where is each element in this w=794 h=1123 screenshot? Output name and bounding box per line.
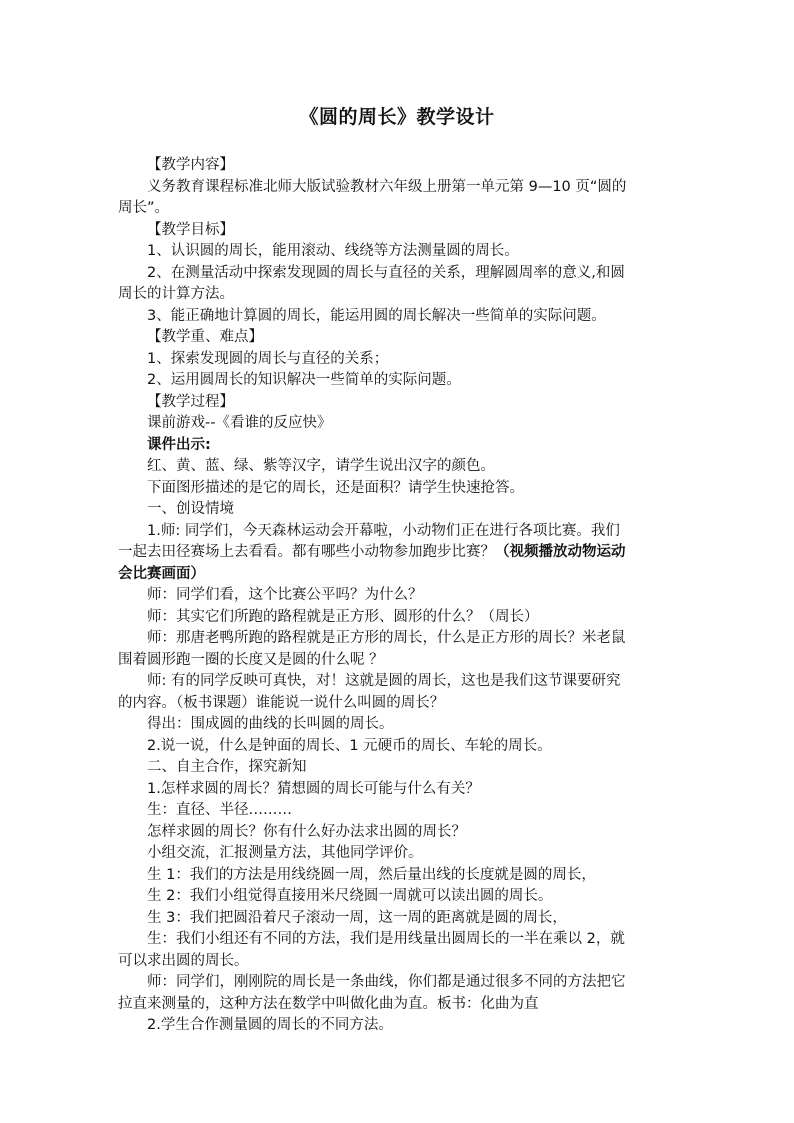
paragraph-line: 周长的计算方法。 [118,286,234,302]
paragraph-line: 2.学生合作测量圆的周长的不同方法。 [147,1017,393,1033]
paragraph-line: 2.说一说，什么是钟面的周长、1 元硬币的周长、车轮的周长。 [147,737,552,754]
paragraph-line: 1.怎样求圆的周长？猜想圆的周长可能与什么有关？ [147,780,480,797]
paragraph-line: 师：同学们看，这个比赛公平吗？为什么？ [147,587,423,603]
paragraph-line: 怎样求圆的周长？你有什么好办法求出圆的周长？ [147,823,466,840]
paragraph-line: 生：我们小组还有不同的方法，我们是用线量出圆周长的一半在乘以 2，就 [147,931,625,947]
paragraph-line: 1、探索发现圆的周长与直径的关系； [147,350,389,367]
paragraph-line: 周长”。 [118,200,170,216]
paragraph-line: 生 3：我们把圆沿着尺子滚动一周，这一周的距离就是圆的周长， [147,909,567,926]
paragraph-line: 师：那唐老鸭所跑的路程就是正方形的周长，什么是正方形的周长？米老鼠 [147,630,626,646]
document-body [118,155,684,1037]
paragraph-line: 课件出示: [147,436,211,453]
line-bold-text: （视频播放动物运动 [495,544,626,560]
paragraph-line: 可以求出圆的周长。 [118,952,249,969]
paragraph-line: 课前游戏--《看谁的反应快》 [147,415,332,431]
document-title: 《圆的周长》教学设计 [299,106,495,128]
paragraph-line: 生 1：我们的方法是用线绕圆一周，然后量出线的长度就是圆的周长， [147,866,596,883]
paragraph-line: 得出：围成圆的曲线的长叫圆的周长。 [147,716,394,732]
paragraph-line: 【教学内容】 [147,157,234,173]
paragraph-line: 【教学过程】 [147,393,234,410]
paragraph-line: 义务教育课程标准北师大版试验教材六年级上册第一单元第 9—10 页“圆的 [147,178,627,195]
paragraph-line: 3、能正确地计算圆的周长，能运用圆的周长解决一些简单的实际问题。 [147,307,606,324]
paragraph-line: 师: 有的同学反映可真快，对！这就是圆的周长，这也是我们这节课要研究 [147,673,621,689]
paragraph-line: 师：同学们，刚刚院的周长是一条曲线，你们都是通过很多不同的方法把它 [147,974,626,990]
paragraph-line: 二、自主合作，探究新知 [147,759,307,775]
paragraph-line: 下面图形描述的是它的周长，还是面积？请学生快速抢答。 [147,479,524,496]
paragraph-line: 1.师: 同学们，今天森林运动会开幕啦，小动物们正在进行各项比赛。我们 [147,522,620,539]
paragraph-line: 生：直径、半径……… [147,802,292,818]
paragraph-line: 红、黄、蓝、绿、紫等汉字，请学生说出汉字的颜色。 [147,458,495,474]
paragraph-line: 2、运用圆周长的知识解决一些简单的实际问题。 [147,372,461,388]
paragraph-line: 【教学目标】 [147,221,234,238]
paragraph-line: 1、认识圆的周长，能用滚动、线绕等方法测量圆的周长。 [147,243,519,259]
line-text: 一起去田径赛场上去看看。都有哪些小动物参加跑步比赛？ [118,544,495,560]
paragraph-line: 【教学重、难点】 [147,329,263,345]
paragraph-line: 拉直来测量的，这种方法在数学中叫做化曲为直。板书：化曲为直 [118,995,539,1012]
paragraph-line: 围着圆形跑一圈的长度又是圆的什么呢 ？ [118,651,384,668]
paragraph-line: 师：其实它们所跑的路程就是正方形、圆形的什么？（周长） [147,608,539,625]
paragraph-line: 生 2：我们小组觉得直接用米尺绕圆一周就可以读出圆的周长。 [147,888,553,904]
paragraph-line: 2、在测量活动中探索发现圆的周长与直径的关系，理解圆周率的意义,和圆 [147,264,625,281]
paragraph-line: 的内容。（板书课题）谁能说一说什么叫圆的周长？ [118,694,445,711]
paragraph-line: 会比赛画面） [118,565,205,582]
paragraph-line: 小组交流，汇报测量方法，其他同学评价。 [147,845,423,861]
paragraph-line: 一、创设情境 [147,501,234,517]
paragraph-line [118,542,684,564]
